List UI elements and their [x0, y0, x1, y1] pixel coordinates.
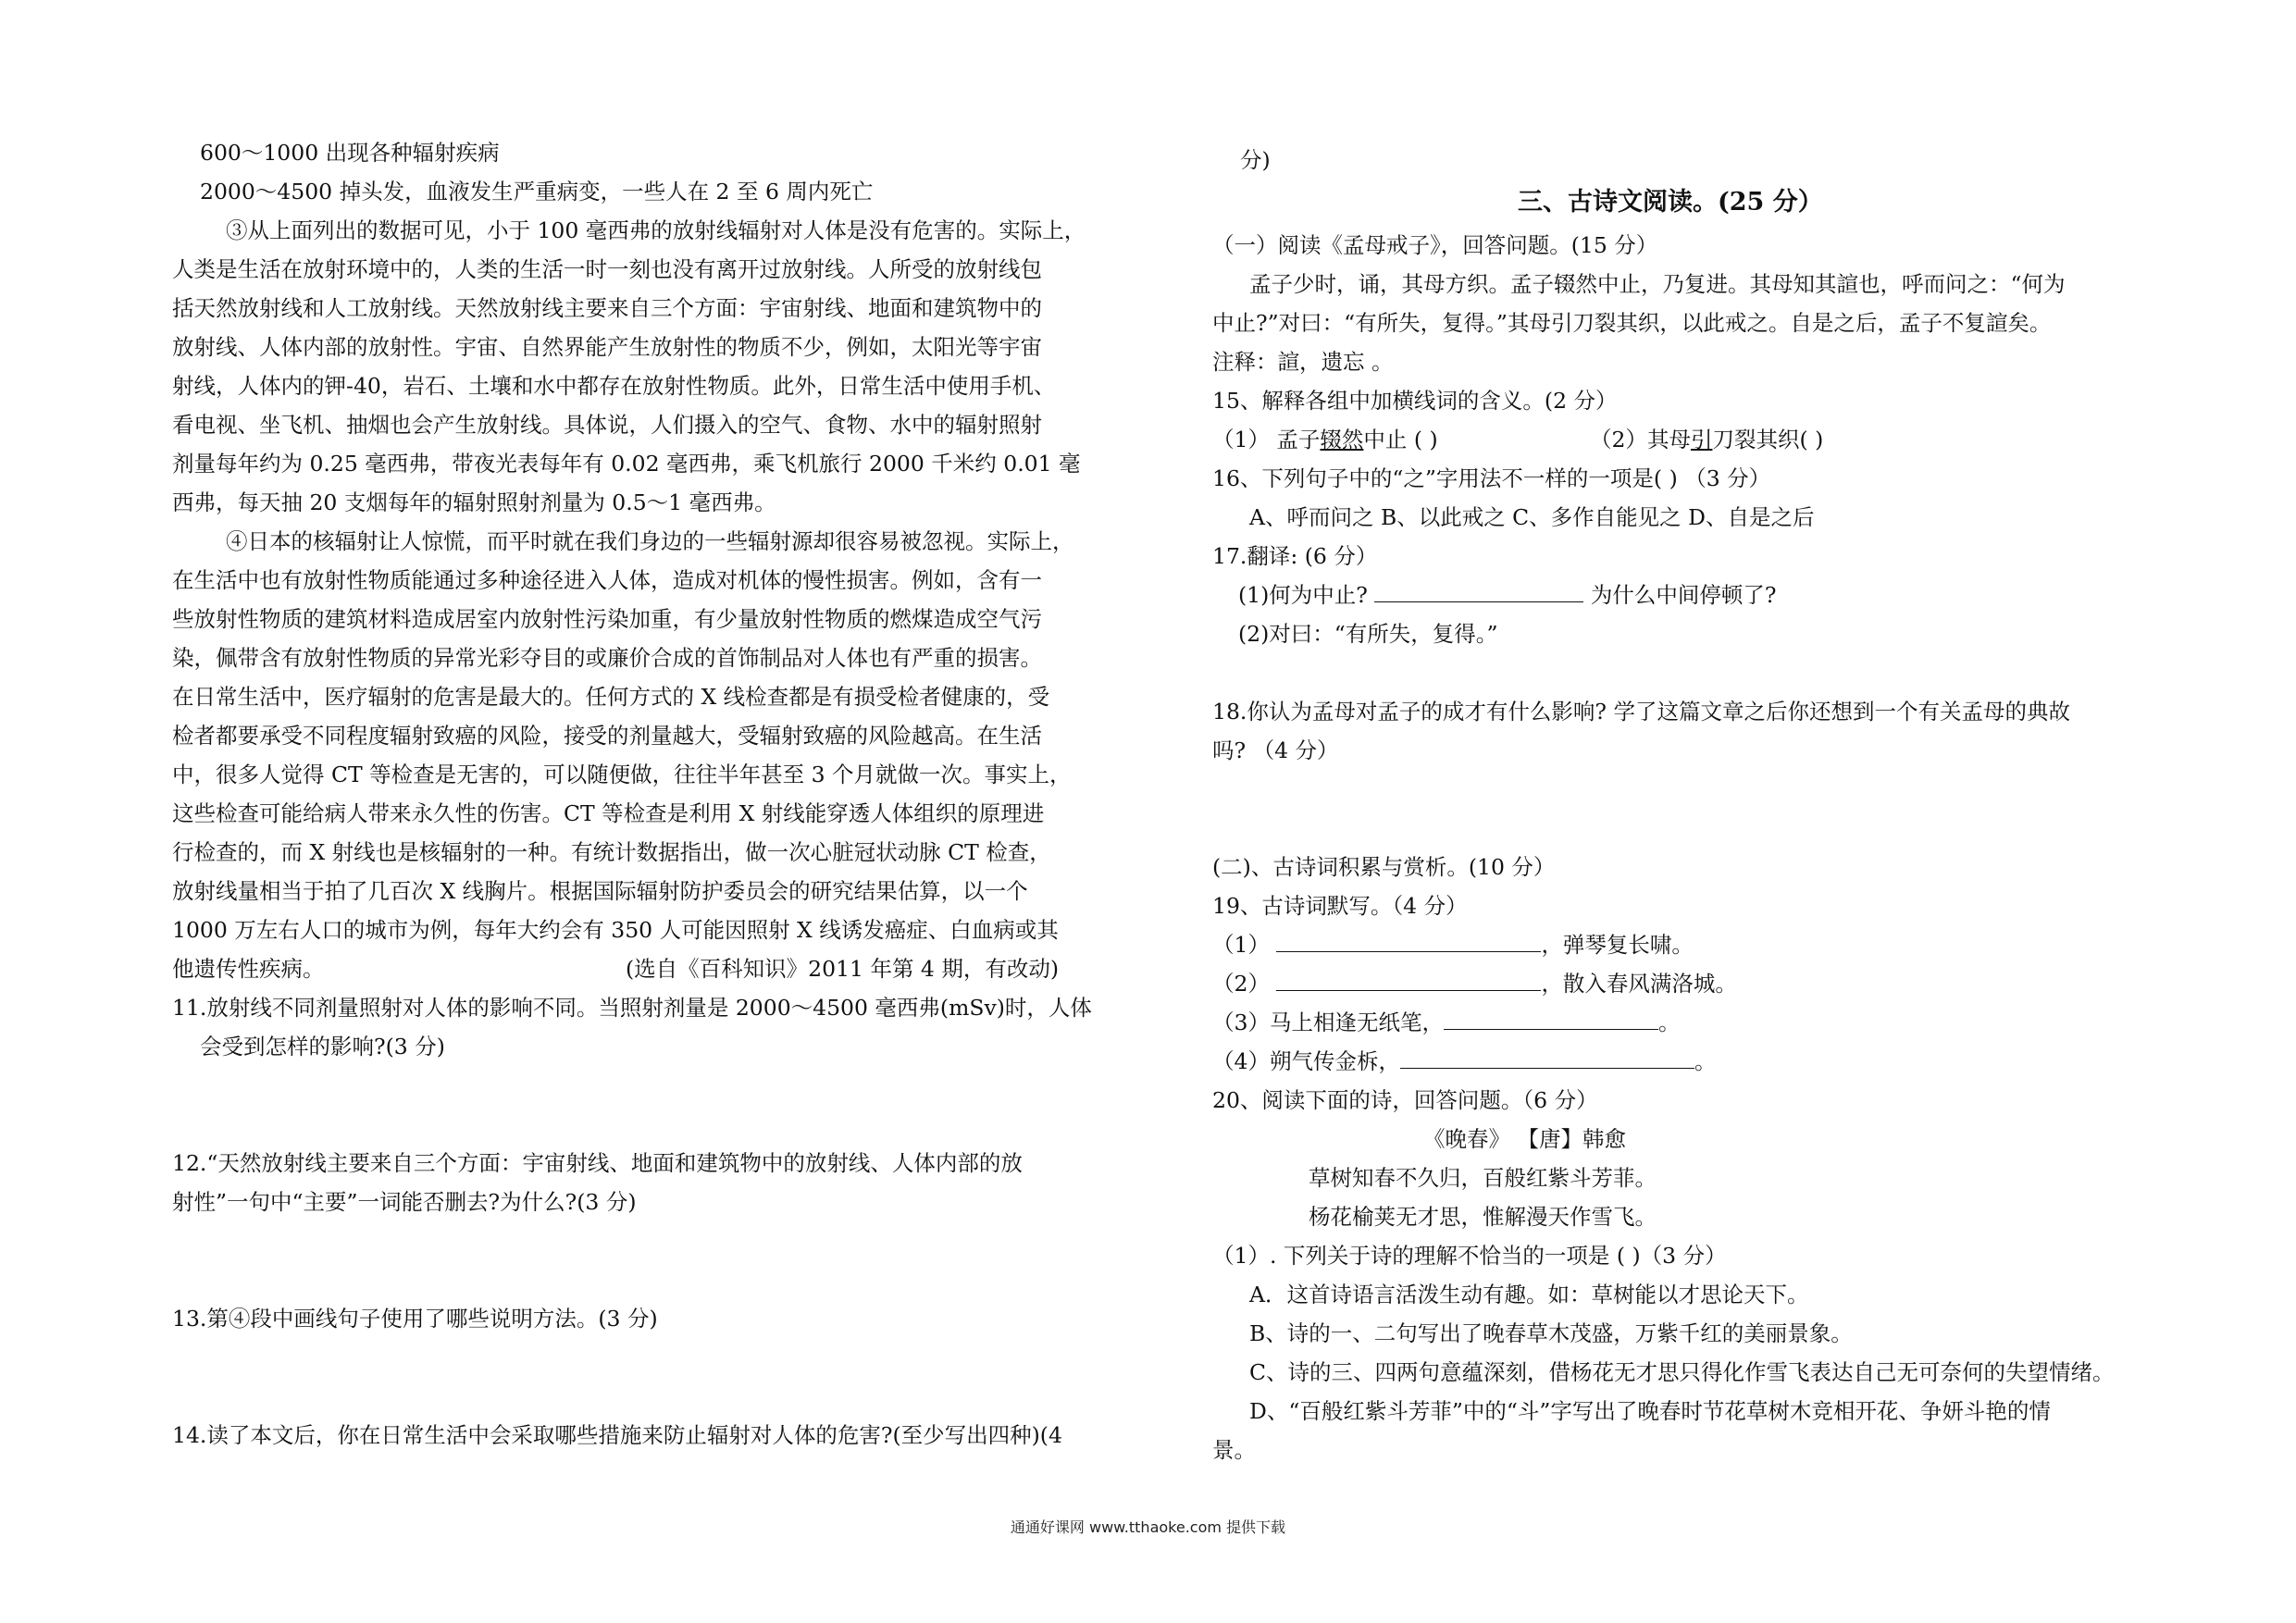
- underlined-word: 辍然: [1320, 427, 1364, 452]
- text-line: 西弗，每天抽 20 支烟每年的辐射照射剂量为 0.5～1 毫西弗。: [172, 489, 776, 515]
- question-11: 11.放射线不同剂量照射对人体的影响不同。当照射剂量是 2000～4500 毫西弗(mSv)时，人体: [172, 995, 1092, 1021]
- question-16-options: A、呼而问之 B、以此戒之 C、多作自能见之 D、自是之后: [1249, 504, 1815, 530]
- poem-line: 杨花榆荚无才思，惟解漫天作雪飞。: [1309, 1204, 1657, 1230]
- section-title: 三、古诗文阅读。(25 分）: [1518, 188, 1823, 217]
- text-line: 他遗传性疾病。: [172, 956, 325, 982]
- question-17: 17.翻译: (6 分）: [1212, 543, 1378, 569]
- text-line: 些放射性物质的建筑材料造成居室内放射性污染加重，有少量放射性物质的燃煤造成空气污: [172, 606, 1042, 632]
- poem-title: 《晚春》 【唐】韩愈: [1423, 1126, 1626, 1152]
- text-line: 中，很多人觉得 CT 等检查是无害的，可以随便做，往往半年甚至 3 个月就做一次。事实上，: [172, 762, 1072, 787]
- text-line: 射线，人体内的钾-40，岩石、土壤和水中都存在放射性物质。此外，日常生活中使用手机、: [172, 373, 1056, 399]
- page-footer: 通通好课网 www.tthaoke.com 提供下载: [1010, 1518, 1286, 1536]
- option-b: B、诗的一、二句写出了晚春草木茂盛，万紫千红的美丽景象。: [1249, 1320, 1853, 1346]
- question-19-item-1: （1） ，弹琴复长啸。: [1212, 932, 1694, 958]
- text-line: ④日本的核辐射让人惊慌，而平时就在我们身边的一些辐射源却很容易被忽视。实际上，: [226, 528, 1074, 554]
- text-line: 检者都要承受不同程度辐射致癌的风险，接受的剂量越大，受辐射致癌的风险越高。在生活: [172, 723, 1042, 749]
- text-line: 这些检查可能给病人带来永久性的伤害。CT 等检查是利用 X 射线能穿透人体组织的原理进: [172, 800, 1045, 826]
- question-19-item-3: （3）马上相逢无纸笔， 。: [1212, 1010, 1681, 1035]
- text-line: 在日常生活中，医疗辐射的危害是最大的。任何方式的 X 线检查都是有损受检者健康的，受: [172, 684, 1050, 710]
- answer-blank[interactable]: [1444, 1009, 1658, 1030]
- answer-blank[interactable]: [1276, 970, 1541, 991]
- question-17-item-2: (2)对曰：“有所失，复得。”: [1238, 621, 1498, 647]
- text-line: 行检查的，而 X 射线也是核辐射的一种。有统计数据指出，做一次心脏冠状动脉 CT 检查，: [172, 839, 1051, 865]
- option-c: C、诗的三、四两句意蕴深刻，借杨花无才思只得化作雪飞表达自己无可奈何的失望情绪。: [1249, 1359, 2115, 1385]
- question-12: 12.“天然放射线主要来自三个方面：宇宙射线、地面和建筑物中的放射线、人体内部的放: [172, 1150, 1023, 1176]
- text-line: 1000 万左右人口的城市为例，每年大约会有 350 人可能因照射 X 线诱发癌症、白血病或其: [172, 917, 1059, 943]
- passage-line: 中止?”对曰：“有所失，复得。”其母引刀裂其织，以此戒之。自是之后，孟子不复諠矣。: [1212, 310, 2052, 336]
- text-line: 2000～4500 掉头发，血液发生严重病变，一些人在 2 至 6 周内死亡: [200, 179, 874, 204]
- question-12-cont: 射性”一句中“主要”一词能否删去?为什么?(3 分): [172, 1189, 637, 1215]
- text-line: 括天然放射线和人工放射线。天然放射线主要来自三个方面：宇宙射线、地面和建筑物中的: [172, 295, 1042, 321]
- text-line: 人类是生活在放射环境中的，人类的生活一时一刻也没有离开过放射线。人所受的放射线包: [172, 256, 1042, 282]
- answer-blank[interactable]: [1400, 1047, 1694, 1069]
- question-14: 14.读了本文后，你在日常生活中会采取哪些措施来防止辐射对人体的危害?(至少写出四种)(4: [172, 1422, 1062, 1448]
- question-15-item-1: （1） 孟子辍然中止 ( ): [1212, 427, 1438, 452]
- question-15-item-2: （2）其母引刀裂其织( ): [1590, 427, 1824, 452]
- text-line: 染，佩带含有放射性物质的异常光彩夺目的或廉价合成的首饰制品对人体也有严重的损害。: [172, 645, 1042, 671]
- text-line: 分): [1240, 147, 1271, 173]
- question-16: 16、下列句子中的“之”字用法不一样的一项是( ) （3 分）: [1212, 465, 1771, 491]
- poem-line: 草树知春不久归，百般红紫斗芳菲。: [1309, 1165, 1657, 1191]
- option-d: D、“百般红紫斗芳菲”中的“斗”字写出了晚春时节花草树木竞相开花、争妍斗艳的情: [1249, 1398, 2051, 1424]
- question-20-1: （1）. 下列关于诗的理解不恰当的一项是 ( )（3 分）: [1212, 1243, 1727, 1269]
- answer-blank[interactable]: [1276, 931, 1541, 952]
- question-17-item-1: (1)何为中止? 为什么中间停顿了?: [1238, 582, 1777, 608]
- text-line: 看电视、坐飞机、抽烟也会产生放射线。具体说，人们摄入的空气、食物、水中的辐射照射: [172, 412, 1042, 438]
- text-line: 放射线、人体内部的放射性。宇宙、自然界能产生放射性的物质不少，例如，太阳光等宇宙: [172, 334, 1042, 360]
- question-18: 18.你认为孟母对孟子的成才有什么影响? 学了这篇文章之后你还想到一个有关孟母的典故: [1212, 699, 2070, 725]
- option-d-cont: 景。: [1212, 1437, 1256, 1463]
- answer-blank[interactable]: [1374, 581, 1583, 602]
- text-line: 在生活中也有放射性物质能通过多种途径进入人体，造成对机体的慢性损害。例如，含有一: [172, 567, 1042, 593]
- question-13: 13.第④段中画线句子使用了哪些说明方法。(3 分): [172, 1306, 658, 1332]
- question-19: 19、古诗词默写。（4 分）: [1212, 893, 1468, 919]
- source-citation: (选自《百科知识》2011 年第 4 期，有改动): [626, 956, 1060, 982]
- question-19-item-4: （4）朔气传金柝， 。: [1212, 1048, 1717, 1074]
- question-19-item-2: （2） ，散入春风满洛城。: [1212, 971, 1737, 997]
- underlined-word: 引: [1690, 427, 1713, 452]
- passage-line: 孟子少时，诵，其母方织。孟子辍然中止，乃复进。其母知其諠也，呼而问之：“何为: [1249, 271, 2066, 297]
- section-heading: (二)、古诗词积累与赏析。(10 分）: [1212, 854, 1556, 880]
- text-line: 600～1000 出现各种辐射疾病: [200, 140, 500, 166]
- question-20: 20、阅读下面的诗，回答问题。（6 分）: [1212, 1087, 1598, 1113]
- option-a: A．这首诗语言活泼生动有趣。如：草树能以才思论天下。: [1249, 1282, 1809, 1307]
- question-18-cont: 吗? （4 分）: [1212, 737, 1339, 763]
- annotation-note: 注释：諠，遗忘 。: [1212, 349, 1394, 375]
- section-heading: （一）阅读《孟母戒子》，回答问题。(15 分）: [1212, 232, 1658, 258]
- text-line: ③从上面列出的数据可见，小于 100 毫西弗的放射线辐射对人体是没有危害的。实际上，: [226, 217, 1086, 243]
- text-line: 剂量每年约为 0.25 毫西弗，带夜光表每年有 0.02 毫西弗，乘飞机旅行 2000 千米约 0.01 毫: [172, 451, 1081, 477]
- question-11-cont: 会受到怎样的影响?(3 分): [200, 1034, 445, 1059]
- question-15: 15、解释各组中加横线词的含义。(2 分）: [1212, 388, 1618, 414]
- text-line: 放射线量相当于拍了几百次 X 线胸片。根据国际辐射防护委员会的研究结果估算，以一个: [172, 878, 1028, 904]
